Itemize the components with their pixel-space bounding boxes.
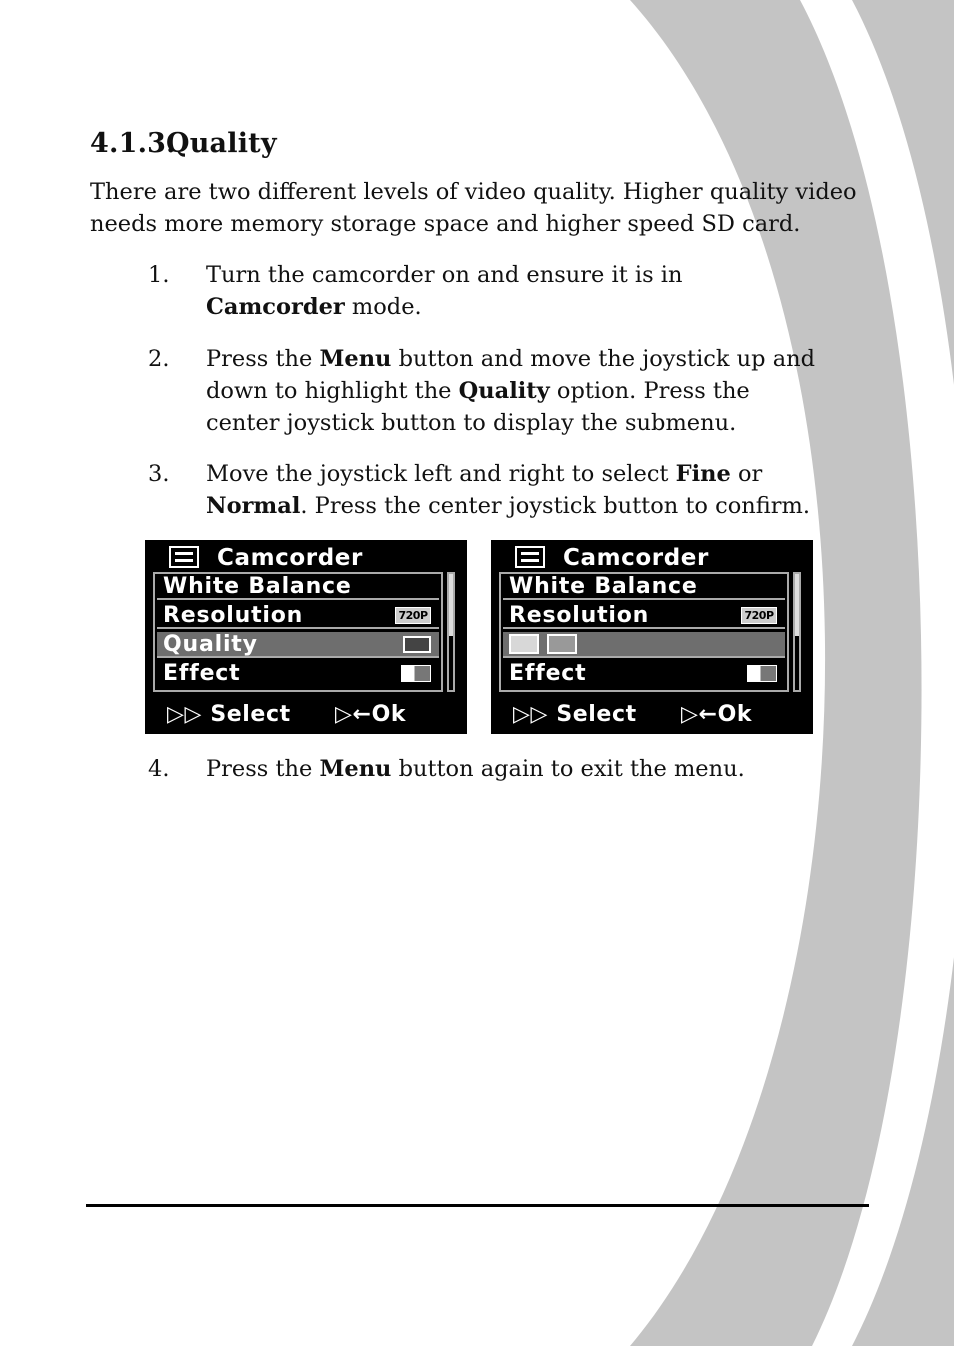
select-hint: ▷▷ Select bbox=[167, 702, 291, 727]
step-2 bbox=[148, 343, 828, 439]
section-number: 4.1.3. bbox=[90, 128, 176, 159]
ok-hint: ▷←Ok bbox=[335, 702, 407, 727]
resolution-badge: 720P bbox=[395, 607, 431, 624]
menu-item-white-balance: White Balance A bbox=[157, 574, 439, 600]
footer-rule bbox=[86, 1204, 869, 1207]
step-text: Press the Menu button again to exit the menu. bbox=[206, 756, 745, 782]
menu-screenshot-quality-highlighted bbox=[145, 540, 467, 734]
step-3 bbox=[148, 458, 868, 522]
screen-title: Camcorder bbox=[515, 543, 709, 573]
step-4 bbox=[148, 753, 828, 785]
menu-item-resolution: Resolution 720P bbox=[157, 603, 439, 629]
quality-icon bbox=[403, 636, 431, 653]
menu-item-effect: Effect bbox=[157, 661, 439, 687]
menu-item-quality: Quality bbox=[157, 632, 439, 658]
menu-list bbox=[499, 572, 789, 692]
normal-quality-icon bbox=[547, 634, 577, 654]
ok-hint: ▷←Ok bbox=[681, 702, 753, 727]
step-1 bbox=[148, 259, 828, 323]
step-number: 4. bbox=[148, 756, 170, 782]
scrollbar bbox=[793, 572, 801, 692]
step-text: Turn the camcorder on and ensure it is in Camcorder mode. bbox=[206, 262, 683, 320]
section-heading bbox=[90, 128, 277, 159]
select-hint: ▷▷ Select bbox=[513, 702, 637, 727]
section-title: Quality bbox=[166, 128, 277, 159]
menu-screenshot-quality-submenu bbox=[491, 540, 813, 734]
camcorder-icon bbox=[515, 546, 545, 568]
fine-quality-icon bbox=[509, 634, 539, 654]
step-number: 3. bbox=[148, 461, 170, 487]
menu-list bbox=[153, 572, 443, 692]
screen-footer bbox=[513, 700, 753, 730]
menu-item-effect: Effect bbox=[503, 661, 785, 687]
scrollbar bbox=[447, 572, 455, 692]
intro-paragraph: There are two different levels of video quality. Higher quality video needs more memory storage space and higher speed SD card. bbox=[90, 179, 857, 237]
step-number: 1. bbox=[148, 262, 170, 288]
menu-item-white-balance: White Balance A bbox=[503, 574, 785, 600]
resolution-badge: 720P bbox=[741, 607, 777, 624]
step-number: 2. bbox=[148, 346, 170, 372]
white-balance-auto-icon: A bbox=[413, 579, 422, 592]
menu-item-resolution: Resolution 720P bbox=[503, 603, 785, 629]
white-balance-auto-icon: A bbox=[759, 579, 768, 592]
camcorder-icon bbox=[169, 546, 199, 568]
effect-icon bbox=[747, 665, 777, 682]
quality-submenu-row bbox=[503, 632, 785, 658]
screen-title: Camcorder bbox=[169, 543, 363, 573]
screen-footer bbox=[167, 700, 407, 730]
step-text: Press the Menu button and move the joystick up and down to highlight the Quality option. Press the center joystick button to display the submenu. bbox=[206, 346, 816, 436]
step-text: Move the joystick left and right to select Fine or Normal. Press the center joystick button to confirm. bbox=[206, 461, 811, 519]
effect-icon bbox=[401, 665, 431, 682]
